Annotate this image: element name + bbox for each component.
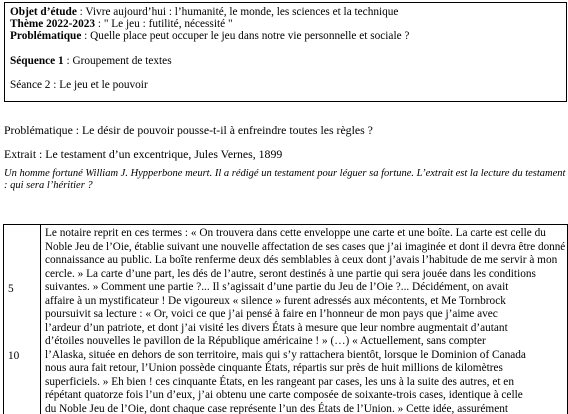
text-line: l’Alaska, située en dehors de son territoire, mais qui s’y rattachera bientôt, lorsque le Dominion of Canada [45, 349, 526, 363]
line-number-10: 10 [8, 350, 19, 362]
problematique-line: Problématique : Le désir de pouvoir pousse-t-il à enfreindre toutes les règles ? [4, 123, 373, 138]
sequence-text: : Groupement de textes [64, 55, 172, 67]
text-line: d’étoiles nouvelles le pavillon de la République américaine ! » (…) « Actuellement, sans compter [45, 335, 486, 349]
intro-text: Un homme fortuné William J. Hypperbone meurt. Il a rédigé un testament pour léguer sa fortune. L’extrait est la lecture du testament : qui sera l’héritier ? [4, 168, 566, 192]
theme-label: Thème 2022-2023 [10, 18, 95, 30]
text-table [3, 224, 568, 414]
objet-label: Objet d’étude [10, 6, 77, 18]
text-line: du Noble Jeu de l’Oie, dont chaque case représente l’un des États de l’Union. » Cette idée, assurément [45, 403, 508, 414]
text-line: répétant quatorze fois l’un d’eux, j’ai obtenu une carte composée de soixante-trois cases, identique à celle [45, 389, 523, 403]
extrait-line: Extrait : Le testament d’un excentrique, Jules Vernes, 1899 [4, 147, 282, 162]
text-line: cercle. » La carte d’une part, les dés de l’autre, seront destinés à une partie qui sera jouée dans les conditions [45, 268, 536, 282]
problematique-text: : Quelle place peut occuper le jeu dans notre vie personnelle et sociale ? [81, 30, 409, 42]
line-number-5: 5 [8, 283, 14, 295]
sequence-row [10, 55, 172, 67]
text-line: suivantes. » Comment une partie ?... Il s’agissait d’une partie du Jeu de l’Oie ?... Décidément, on avait [45, 281, 508, 295]
objet-text: : Vivre aujourd’hui : l’humanité, le monde, les sciences et la technique [77, 6, 399, 18]
problematique-label: Problématique [10, 30, 81, 42]
text-line: nous aura fait retour, l’Union possède cinquante États, répartis sur près de huit millions de kilomètres [45, 362, 503, 376]
text-line: affaire à un mystificateur ! De vigoureux « silence » furent adressés aux mécontents, et Me Tornbrock [45, 295, 506, 309]
extract-text [45, 227, 565, 414]
text-line: poursuivit sa lecture : « Or, voici ce que j’ai pensé à faire en l’honneur de mon pays que j’aime avec [45, 308, 498, 322]
header-box [4, 2, 567, 102]
theme-text: : " Le jeu : futilité, nécessité " [95, 18, 233, 30]
theme-row [10, 18, 561, 30]
text-line: l’ardeur d’un patriote, et dont j’ai visité les divers États à mesure que leur nombre augmentait d’autant [45, 322, 508, 336]
text-line: Le notaire reprit en ces termes : « On trouvera dans cette enveloppe une carte et une boîte. La carte est celle du [45, 227, 546, 241]
column-divider [40, 225, 41, 414]
sequence-label: Séquence 1 [10, 55, 64, 67]
text-line: superficiels. » Eh bien ! ces cinquante États, en les rangeant par cases, les uns à la suite des autres, et en [45, 376, 514, 390]
objet-etude-row [10, 6, 561, 18]
text-line: Noble Jeu de l’Oie, établie suivant une nouvelle affectation de ses cases que j’ai imaginée et dont il devra être donné [45, 241, 565, 255]
text-line: connaissance au public. La boîte renferme deux dés semblables à ceux dont j’avais l’habitude de me servir à mon [45, 254, 557, 268]
problematique-row [10, 30, 561, 42]
seance-row: Séance 2 : Le jeu et le pouvoir [10, 79, 148, 91]
